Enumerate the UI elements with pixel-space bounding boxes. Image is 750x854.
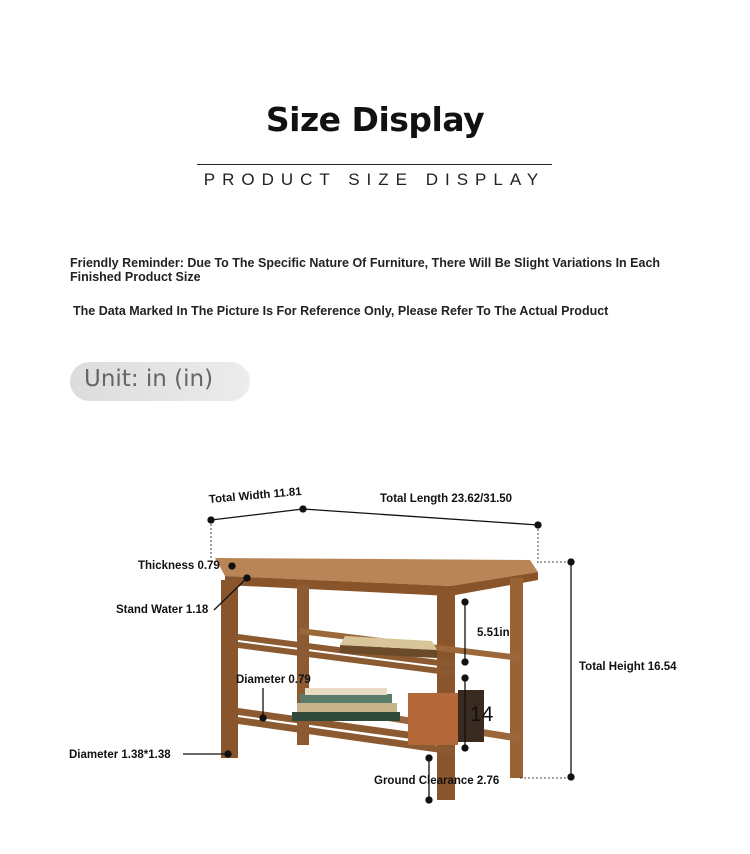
page-title: Size Display	[265, 100, 485, 139]
shelf-gap-label: 5.51in	[477, 627, 510, 639]
books-lower	[292, 688, 400, 721]
thickness-label: Thickness 0.79	[138, 560, 220, 572]
page-subtitle: PRODUCT SIZE DISPLAY	[203, 170, 546, 189]
stand-water-label: Stand Water 1.18	[116, 604, 209, 616]
friendly-reminder: Friendly Reminder: Due To The Specific Nature Of Furniture, There Will Be Slight Variations In Each Finished Product Size	[70, 256, 661, 284]
ground-clearance-label: Ground Clearance 2.76	[374, 775, 500, 787]
total-length-label: Total Length 23.62/31.50	[380, 493, 513, 505]
total-width-label: Total Width 11.81	[208, 485, 303, 506]
front-leg-left	[221, 580, 238, 758]
diameter-rail-label: Diameter 0.79	[236, 674, 311, 686]
back-leg-right	[510, 578, 523, 778]
reference-note: The Data Marked In The Picture Is For Reference Only, Please Refer To The Actual Product	[73, 304, 609, 318]
lower-gap-label: 14	[470, 703, 494, 726]
diameter-leg-label: Diameter 1.38*1.38	[69, 749, 171, 761]
unit-label: Unit: in (in)	[84, 366, 214, 392]
total-height-label: Total Height 16.54	[579, 661, 677, 673]
